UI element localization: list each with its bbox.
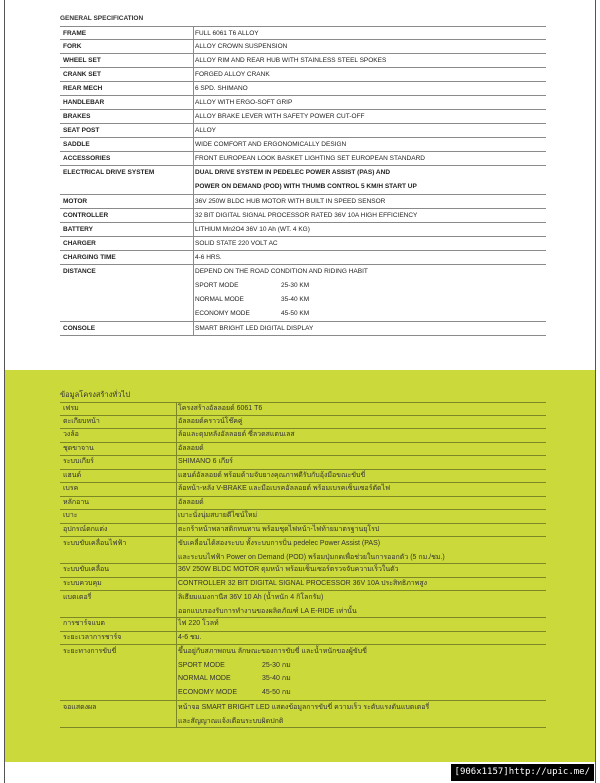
spec-row [60,618,546,632]
spec-label: วงล้อ [63,431,79,438]
spec-value [176,701,546,727]
spec-row [60,68,546,82]
thai-spec-table [60,388,546,728]
mode-name: NORMAL MODE [178,675,231,682]
electrical-line-1: ขับเคลื่อนได้สองระบบ ทั้งระบบการปั่น pedelec Power Assist (PAS) [178,540,381,547]
spec-value: ALLOY [193,124,546,137]
spec-value: FRONT EUROPEAN LOOK BASKET LIGHTING SET EUROPEAN STANDARD [193,152,546,165]
spec-row [60,209,546,223]
console-line-2: และสัญญาณแจ้งเตือนระบบผิดปกติ [178,717,284,725]
spec-label: การชาร์จแบต [63,620,105,627]
spec-row [60,124,546,138]
distance-mode-row [195,279,546,293]
spec-row-electrical [60,166,546,195]
english-spec-table [60,12,546,336]
spec-label: ระยะทางการขับขี่ [63,648,117,655]
spec-label: ระบบขับเคลื่อน [63,566,109,573]
spec-row-distance [60,265,546,322]
spec-label: ระบบเกียร์ [63,458,94,465]
spec-value: FULL 6061 T6 ALLOY [193,27,546,39]
distance-mode-row [195,293,546,307]
spec-value: 4-6 ชม. [176,632,546,645]
thai-title: ข้อมูลโครงสร้างทั่วไป [60,390,131,399]
spec-value: 36V 250W BLDC HUB MOTOR WITH BUILT IN SPEED SENSOR [193,195,546,208]
spec-row [60,564,546,578]
spec-label: จอแสดงผล [63,704,97,711]
battery-line-1: ลิเธียมแมงกานีส 36V 10 Ah (น้ำหนัก 4 กิโลกรัม) [178,594,324,601]
spec-value: SHIMANO 6 เกียร์ [176,456,546,469]
spec-row [60,223,546,237]
spec-value: 36V 250W BLDC MOTOR ดุมหน้า พร้อมเซ็นเซอร์ตรวจจับความเร็วในตัว [176,564,546,577]
spec-label: CHARGING TIME [63,254,116,261]
spec-value: ตะกร้าหน้าพลาสติกทนทาน พร้อมชุดไฟหน้า-ไฟท้ายมาตรฐานยุโรป [176,524,546,537]
spec-value [176,591,546,617]
spec-label: เบรค [63,485,79,492]
spec-label: WHEEL SET [63,57,101,64]
distance-mode-row [178,686,546,700]
mode-range: 45-50 KM [281,310,310,317]
spec-value: เบาะนั่งนุ่มสบายดีไซน์ใหม่ [176,510,546,523]
spec-label: ชุดขาจาน [63,444,94,452]
spec-row [60,138,546,152]
mode-range: 45-50 กม [262,688,291,696]
spec-value: ไฟ 220 โวลท์ [176,618,546,631]
spec-value: ล้อและดุมหลังอัลลอยด์ ซี่ลวดสแตนเลส [176,429,546,442]
spec-label: CONSOLE [63,325,96,332]
spec-row-console [60,701,546,728]
spec-label: หลักอาน [63,498,90,506]
spec-label: ระยะเวลาการชาร์จ [63,633,122,641]
electrical-line-2: และระบบไฟฟ้า Power on Demand (POD) พร้อมปุ่มกดเพื่อช่วยในการออกตัว (5 กม./ชม.) [178,553,445,561]
distance-mode-row [178,659,546,673]
mode-name: SPORT MODE [195,282,239,289]
spec-value: ALLOY WITH ERGO-SOFT GRIP [193,96,546,109]
spec-row [60,524,546,538]
spec-row [60,322,546,336]
spec-label: SADDLE [63,141,90,148]
spec-value [176,537,546,563]
spec-row [60,40,546,54]
spec-value: โครงสร้างอัลลอยด์ 6061 T6 [176,403,546,415]
mode-name: SPORT MODE [178,661,225,669]
spec-label: เฟรม [63,405,79,412]
spec-row [60,402,546,416]
spec-label: FRAME [63,30,87,37]
spec-label: CRANK SET [63,71,101,78]
mode-name: NORMAL MODE [195,296,244,303]
spec-label: FORK [63,43,82,50]
spec-row [60,152,546,166]
spec-row [60,632,546,646]
spec-label: SEAT POST [63,127,100,134]
spec-label: ACCESSORIES [63,155,111,162]
spec-row [60,483,546,497]
spec-value: LITHIUM Mn2O4 36V 10 Ah (WT. 4 KG) [193,223,546,236]
mode-range: 35-40 กม [262,675,291,682]
spec-label: ELECTRICAL DRIVE SYSTEM [63,169,155,176]
spec-row [60,429,546,443]
mode-name: ECONOMY MODE [178,688,237,696]
spec-row-electrical [60,537,546,564]
spec-value: 4-6 HRS. [193,251,546,264]
spec-row-battery [60,591,546,618]
mode-range: 35-40 KM [281,296,310,303]
spec-row [60,510,546,524]
spec-label: CHARGER [63,240,96,247]
spec-value: อัลลอยด์ [176,443,546,456]
electrical-line-2: POWER ON DEMAND (POD) WITH THUMB CONTROL 5 KM/H START UP [195,183,417,190]
spec-value: แฮนด์อัลลอยด์ พร้อมด้ามจับยางคุณภาพดีรับกับอุ้งมือขณะขับขี่ [176,470,546,483]
spec-value: FORGED ALLOY CRANK [193,68,546,81]
spec-row [60,470,546,484]
spec-label: CONTROLLER [63,212,109,219]
spec-value: อัลลอยด์คราวน์โช๊คคู่ [176,416,546,429]
distance-mode-row [195,307,546,321]
spec-row [60,54,546,68]
spec-value [176,645,546,700]
spec-row [60,82,546,96]
spec-label: แบตเตอรี่ [63,594,92,601]
spec-row [60,578,546,592]
spec-value: CONTROLLER 32 BIT DIGITAL SIGNAL PROCESSOR 36V 10A ประสิทธิภาพสูง [176,578,546,591]
english-title: GENERAL SPECIFICATION [60,15,144,22]
spec-label: แฮนด์ [63,471,82,479]
spec-row [60,26,546,40]
distance-intro: DEPEND ON THE ROAD CONDITION AND RIDING HABIT [195,268,368,275]
spec-label: ระบบควบคุม [63,579,102,587]
spec-value: 6 SPD. SHIMANO [193,82,546,95]
spec-row [60,497,546,511]
spec-value: อัลลอยด์ [176,497,546,510]
spec-row [60,456,546,470]
spec-label: HANDLEBAR [63,99,105,106]
spec-value: ALLOY BRAKE LEVER WITH SAFETY POWER CUT-OFF [193,110,546,123]
spec-row [60,96,546,110]
spec-value: SMART BRIGHT LED DIGITAL DISPLAY [193,322,546,335]
distance-intro: ขึ้นอยู่กับสภาพถนน ลักษณะของการขับขี่ และน้ำหนักของผู้ขับขี่ [178,648,367,655]
spec-label: อุปกรณ์ตกแต่ง [63,525,108,533]
spec-value: 32 BIT DIGITAL SIGNAL PROCESSOR RATED 36V 10A HIGH EFFICIENCY [193,209,546,222]
spec-row-distance [60,645,546,701]
distance-mode-row [178,672,546,686]
spec-label: ระบบขับเคลื่อนไฟฟ้า [63,540,127,547]
spec-row [60,195,546,209]
spec-label: ตะเกียบหน้า [63,417,100,425]
spec-label: BATTERY [63,226,93,233]
spec-label: เบาะ [63,512,78,519]
console-line-1: หน้าจอ SMART BRIGHT LED แสดงข้อมูลการขับขี่ ความเร็ว ระดับแรงดันแบตเตอรี่ [178,704,430,711]
spec-value: WIDE COMFORT AND ERGONOMICALLY DESIGN [193,138,546,151]
spec-value: ALLOY CROWN SUSPENSION [193,40,546,53]
spec-row [60,237,546,251]
spec-value [193,166,546,194]
electrical-line-1: DUAL DRIVE SYSTEM IN PEDELEC POWER ASSIST (PAS) AND [195,169,391,176]
mode-name: ECONOMY MODE [195,310,250,317]
mode-range: 25-30 KM [281,282,310,289]
mode-range: 25-30 กม [262,661,291,669]
spec-label: MOTOR [63,198,88,205]
spec-row [60,443,546,457]
battery-line-2: ออกแบบรองรับการทำงานของผลิตภัณฑ์ LA E-RIDE เท่านั้น [178,607,357,615]
spec-label: DISTANCE [63,268,96,275]
spec-label: BRAKES [63,113,91,120]
spec-row [60,251,546,265]
watermark-badge: [906x1157]http://upic.me/ [451,764,594,781]
spec-value: ALLOY RIM AND REAR HUB WITH STAINLESS STEEL SPOKES [193,54,546,67]
spec-label: REAR MECH [63,85,103,92]
spec-row [60,416,546,430]
spec-row [60,110,546,124]
spec-value [193,265,546,321]
spec-value: ล้อหน้า-หลัง V-BRAKE และมือเบรคอัลลอยด์ พร้อมเบรคเซ็นเซอร์ตัดไฟ [176,483,546,496]
spec-value: SOLID STATE 220 VOLT AC [193,237,546,250]
